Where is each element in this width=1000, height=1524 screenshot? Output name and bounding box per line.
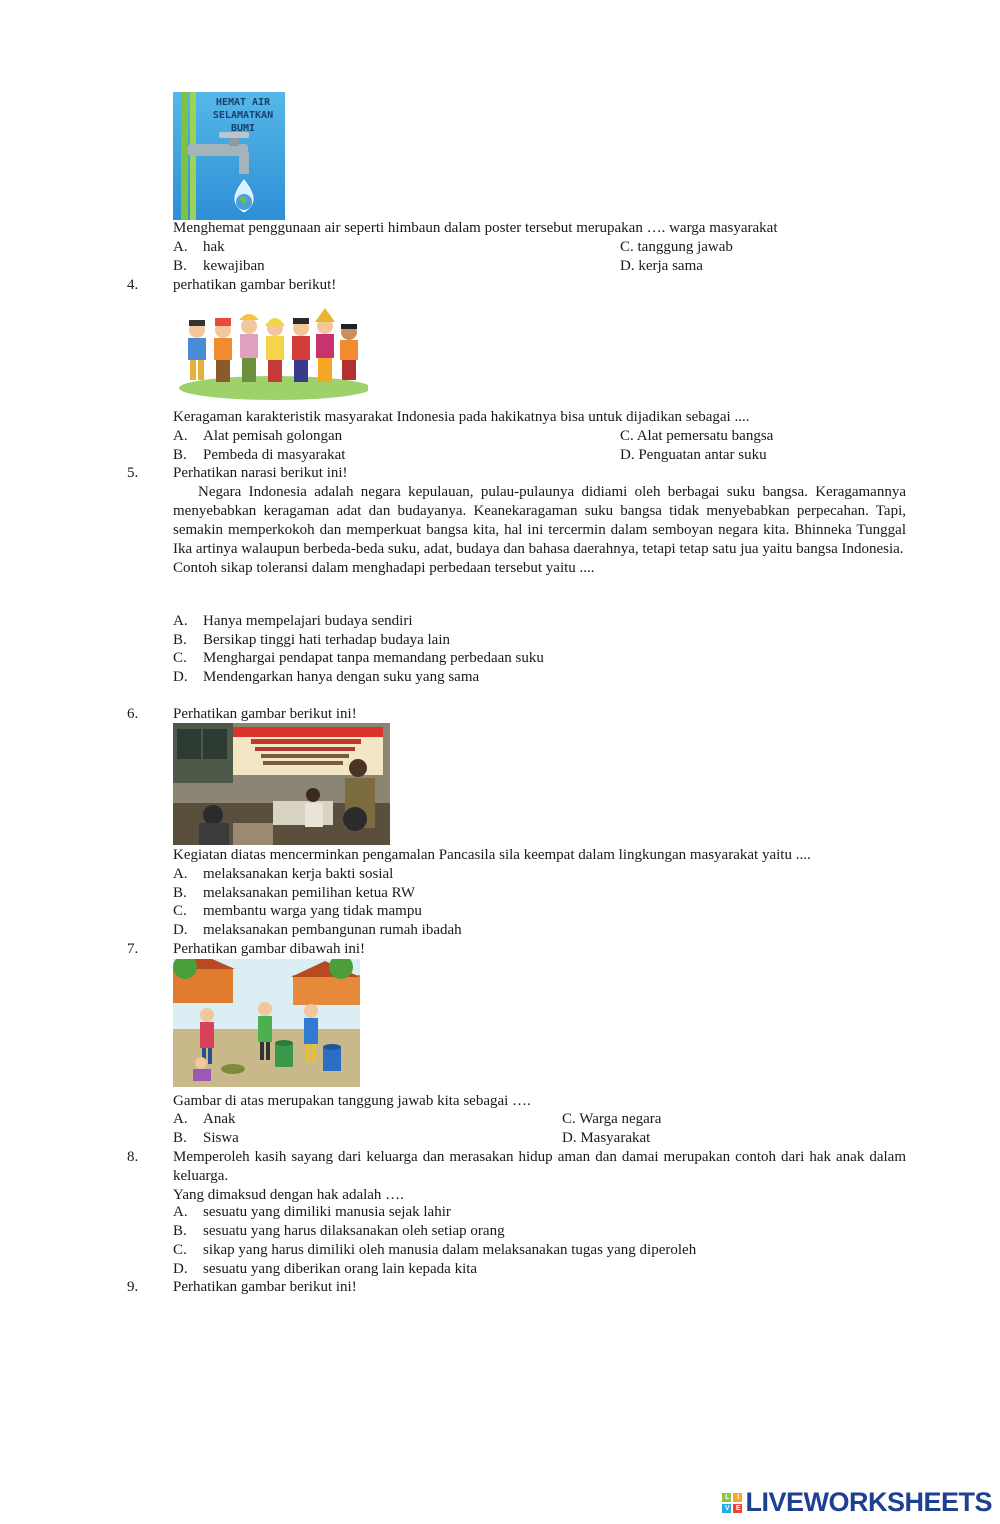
q6-option-b[interactable]: B. melaksanakan pemilihan ketua RW <box>173 885 416 901</box>
child-figure-4 <box>265 318 285 382</box>
q5-option-b[interactable]: B. Bersikap tinggi hati terhadap budaya lain <box>173 632 451 648</box>
q5-option-c[interactable]: C. Menghargai pendapat tanpa memandang perbedaan suku <box>173 650 544 666</box>
child-figure-1 <box>188 320 206 380</box>
q3-option-a[interactable]: A. hak <box>173 239 225 255</box>
q7-option-b[interactable]: B. Siswa <box>173 1130 239 1146</box>
q6-option-d[interactable]: D. melaksanakan pembangunan rumah ibadah <box>173 922 462 938</box>
q4-question: Keragaman karakteristik masyarakat Indonesia pada hakikatnya bisa untuk dijadikan sebagai .... <box>173 409 750 425</box>
q5-prompt: Perhatikan narasi berikut ini! <box>173 465 348 481</box>
child-figure-7 <box>340 324 358 380</box>
child-figure-5 <box>292 318 310 382</box>
q3-option-d[interactable]: D. kerja sama <box>620 258 703 274</box>
q6-option-c[interactable]: C. membantu warga yang tidak mampu <box>173 903 422 919</box>
poster-line-3: BUMI <box>230 123 256 134</box>
trash-bin-green <box>275 1040 293 1067</box>
community-meeting-scene <box>173 723 390 845</box>
logo-tiles-icon <box>722 1493 742 1513</box>
trash-bin-blue <box>323 1044 341 1071</box>
poster-line-1: HEMAT AIR <box>215 97 271 108</box>
q4-prompt: perhatikan gambar berikut! <box>173 277 337 293</box>
q5-option-d[interactable]: D. Mendengarkan hanya dengan suku yang sama <box>173 669 480 685</box>
q3-option-b[interactable]: B. kewajiban <box>173 258 265 274</box>
q6-question: Kegiatan diatas mencerminkan pengamalan Pancasila sila keempat dalam lingkungan masyarakat yaitu .... <box>173 847 811 863</box>
q5-number: 5. <box>127 465 139 481</box>
q7-option-a[interactable]: A. Anak <box>173 1111 236 1127</box>
q5-question: Contoh sikap toleransi dalam menghadapi perbedaan tersebut yaitu .... <box>173 560 595 576</box>
q6-prompt: Perhatikan gambar berikut ini! <box>173 706 357 722</box>
q8-option-c[interactable]: C. sikap yang harus dimiliki oleh manusia dalam melaksanakan tugas yang diperoleh <box>173 1242 697 1258</box>
q7-number: 7. <box>127 941 139 957</box>
child-figure-2 <box>214 318 232 382</box>
q7-option-c[interactable]: C. Warga negara <box>562 1111 662 1127</box>
q7-question: Gambar di atas merupakan tanggung jawab kita sebagai …. <box>173 1093 531 1109</box>
q8-option-d[interactable]: D. sesuatu yang diberikan orang lain kepada kita <box>173 1261 478 1277</box>
q5-narrative: Negara Indonesia adalah negara kepulauan, pulau-pulaunya didiami oleh berbagai suku bangsa. Keragamannya menyebabkan keragaman adat dan budayanya. Keanekaragaman suku bangsa tidak menyebabkan perpecahan. Tapi, semakin memperkokoh dan memperkuat bangsa kita, hal ini tercermin dalam semboyan negara kita. Bhinneka Tunggal Ika artinya walaupun berbeda-beda suku, adat, budaya dan bahasa daerahnya, tetapi tetap satu jua yaitu bangsa Indonesia. <box>173 484 906 557</box>
q4-option-d[interactable]: D. Penguatan antar suku <box>620 447 767 463</box>
q9-number: 9. <box>127 1279 139 1295</box>
q6-number: 6. <box>127 706 139 722</box>
q8-question: Yang dimaksud dengan hak adalah …. <box>173 1187 404 1203</box>
q4-option-a[interactable]: A. Alat pemisah golongan <box>173 428 343 444</box>
poster-line-2: SELAMATKAN <box>212 110 274 121</box>
meeting-photo <box>173 723 390 845</box>
q3-question: Menghemat penggunaan air seperti himbaun dalam poster tersebut merupakan …. warga masyarakat <box>173 220 778 236</box>
q9-prompt: Perhatikan gambar berikut ini! <box>173 1279 357 1295</box>
q4-number: 4. <box>127 277 139 293</box>
q3-option-c[interactable]: C. tanggung jawab <box>620 239 733 255</box>
community-cleanup-illustration <box>173 959 360 1087</box>
logo-tile-e: E <box>733 1504 742 1513</box>
q8-option-b[interactable]: B. sesuatu yang harus dilaksanakan oleh setiap orang <box>173 1223 505 1239</box>
q5-option-a[interactable]: A. Hanya mempelajari budaya sendiri <box>173 613 413 629</box>
logo-tile-l: L <box>722 1493 731 1502</box>
q8-number: 8. <box>127 1149 139 1165</box>
logo-tile-i: I <box>733 1493 742 1502</box>
child-figure-6 <box>315 308 335 382</box>
children-traditional-costumes <box>175 296 368 400</box>
kerja-bakti-scene <box>173 959 360 1087</box>
cultural-diversity-illustration <box>175 296 368 400</box>
logo-tile-v: V <box>722 1504 731 1513</box>
hemat-air-poster <box>173 92 285 220</box>
liveworksheets-logo[interactable] <box>722 1487 992 1518</box>
q8-option-a[interactable]: A. sesuatu yang dimiliki manusia sejak lahir <box>173 1204 451 1220</box>
q4-option-b[interactable]: B. Pembeda di masyarakat <box>173 447 346 463</box>
child-figure-3 <box>239 314 259 382</box>
q7-option-d[interactable]: D. Masyarakat <box>562 1130 651 1146</box>
q8-text-block <box>173 1148 906 1205</box>
logo-wordmark: LIVEWORKSHEETS <box>745 1487 992 1517</box>
q4-option-c[interactable]: C. Alat pemersatu bangsa <box>620 428 774 444</box>
q6-option-a[interactable]: A. melaksanakan kerja bakti sosial <box>173 866 394 882</box>
q5-narrative-block <box>173 483 906 578</box>
q8-statement: Memperoleh kasih sayang dari keluarga dan merasakan hidup aman dan damai merupakan contoh dari hak anak dalam keluarga. <box>173 1149 906 1184</box>
q7-prompt: Perhatikan gambar dibawah ini! <box>173 941 366 957</box>
